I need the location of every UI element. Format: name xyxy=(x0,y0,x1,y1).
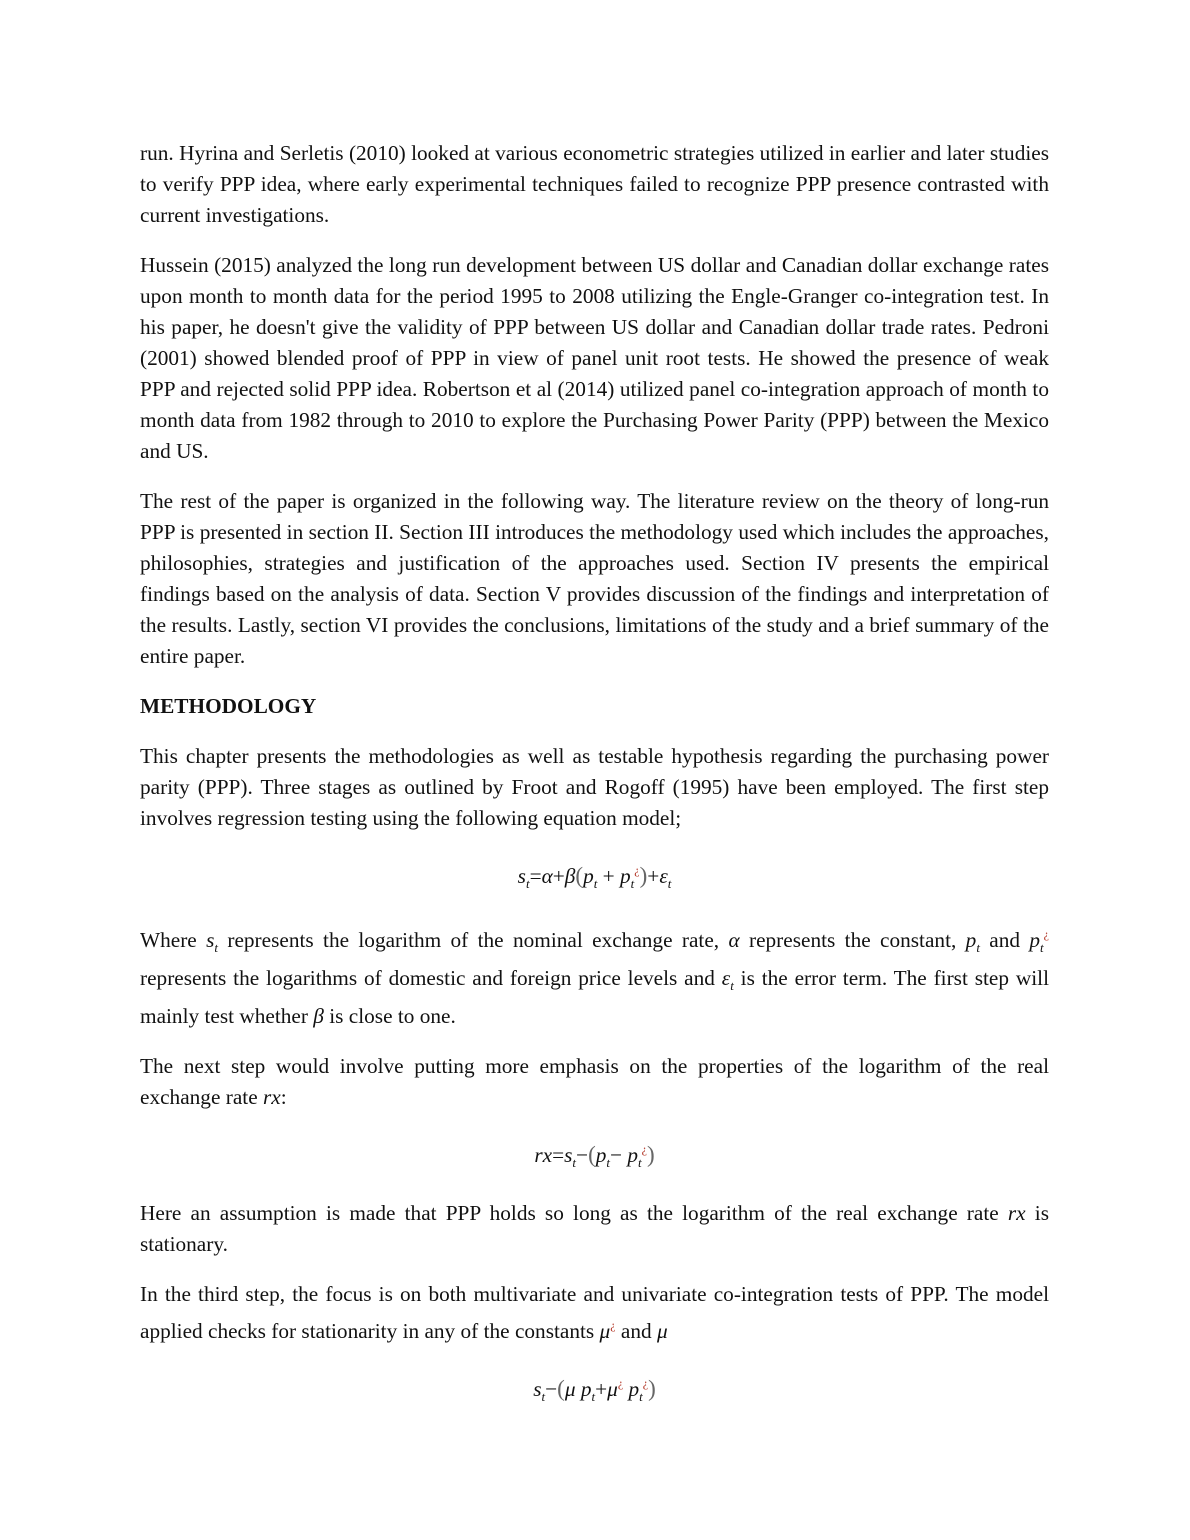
document-page xyxy=(140,138,1049,1432)
paragraph-paper-organization: The rest of the paper is organized in the following way. The literature review on the theory of long-run PPP is presented in section II. Section III introduces the methodology used which includes the approaches, philosophies, strategies and justification of the approaches used. Section IV presents the empirical findings based on the analysis of data. Section V provides discussion of the findings and interpretation of the results. Lastly, section VI provides the conclusions, limitations of the study and a brief summary of the entire paper. xyxy=(140,489,1049,668)
paragraph-next-step: The next step would involve putting more emphasis on the properties of the logarithm of the real exchange rate rx: xyxy=(140,1054,1049,1109)
paragraph-assumption: Here an assumption is made that PPP holds so long as the logarithm of the real exchange rate rx is stationary. xyxy=(140,1201,1050,1256)
section-heading-methodology: METHODOLOGY xyxy=(140,694,317,718)
paragraph-ppp-strategies: run. Hyrina and Serletis (2010) looked at various econometric strategies utilized in earlier and later studies to verify PPP idea, where early experimental techniques failed to recognize PPP presence contrasted with current investigations. xyxy=(140,141,1049,227)
equation-cointegration: $s_t-(\mu$ $p_t+\mu^¿$ $p_t^¿$) xyxy=(533,1376,656,1404)
equation-regression: $s_t=\alpha+\beta(p_t + p_t^¿)+\varepsilon_t$ xyxy=(517,863,672,891)
equation-real-exchange-rate: $rx=s_t-(p_t- p_t^¿)$ xyxy=(534,1142,655,1170)
paragraph-methodology-intro: This chapter presents the methodologies as well as testable hypothesis regarding the purchasing power parity (PPP). Three stages as outlined by Froot and Rogoff (1995) have been employed. The first step involves regression testing using the following equation model; xyxy=(140,744,1049,830)
paragraph-third-step: In the third step, the focus is on both multivariate and univariate co-integration tests of PPP. The model applied checks for stationarity in any of the constants μ¿ and μ xyxy=(140,1282,1049,1343)
paragraph-equation-explanation: Where $s_t$ represents the logarithm of the nominal exchange rate, α represents the constant, $p_t$ and $p_t^¿$ represents the logarithms of domestic and foreign price levels and $\varepsilon_t$ is the error term. The first step will mainly test whether β is close to one. xyxy=(140,927,1049,1028)
paragraph-hussein: Hussein (2015) analyzed the long run development between US dollar and Canadian dollar exchange rates upon month to month data for the period 1995 to 2008 utilizing the Engle-Granger co-integration test. In his paper, he doesn't give the validity of PPP between US dollar and Canadian dollar trade rates. Pedroni (2001) showed blended proof of PPP in view of panel unit root tests. He showed the presence of weak PPP and rejected solid PPP idea. Robertson et al (2014) utilized panel co-integration approach of month to month data from 1982 through to 2010 to explore the Purchasing Power Parity (PPP) between the Mexico and US. xyxy=(140,253,1049,463)
